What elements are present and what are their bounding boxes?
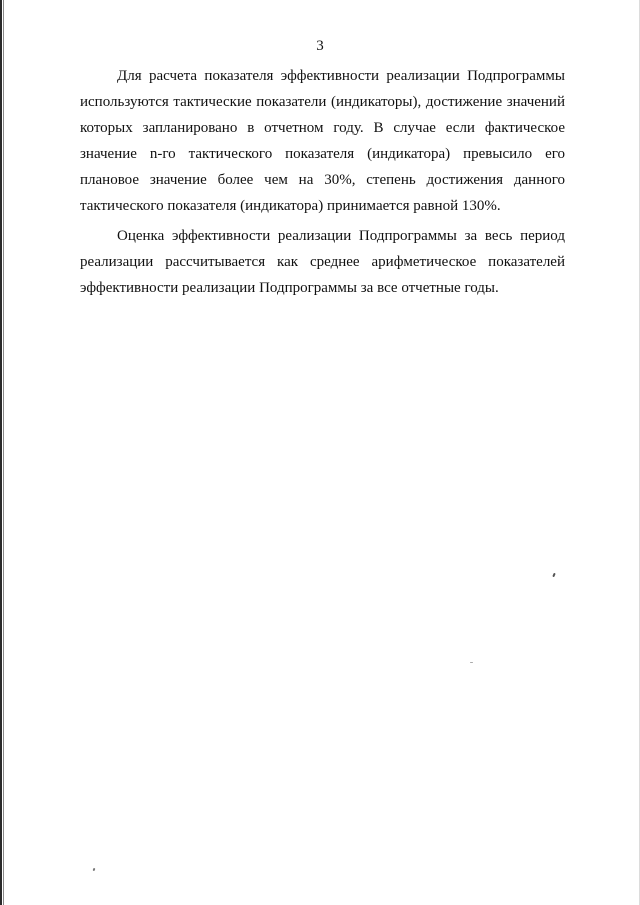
scan-speck bbox=[552, 573, 556, 577]
scan-speck bbox=[470, 662, 473, 663]
paragraph-efficiency-calculation: Для расчета показателя эффективности реализации Подпрограммы используются тактические показатели (индикаторы), достижение значений которых запланировано в отчетном году. В случае если фактическое значение n-го тактического показателя (индикатора) превысило его плановое значение более чем на 30%, степень достижения данного тактического показателя (индикатора) принимается равной 130%. bbox=[80, 68, 565, 214]
scan-left-edge bbox=[0, 0, 2, 905]
paragraph-period-assessment: Оценка эффективности реализации Подпрограммы за весь период реализации рассчитывается как среднее арифметическое показателей эффективности реализации Подпрограммы за все отчетные годы. bbox=[80, 228, 565, 296]
body-text bbox=[80, 63, 565, 305]
scan-left-edge-shadow bbox=[3, 0, 4, 905]
page-number: 3 bbox=[316, 38, 324, 54]
scan-speck bbox=[93, 868, 96, 872]
